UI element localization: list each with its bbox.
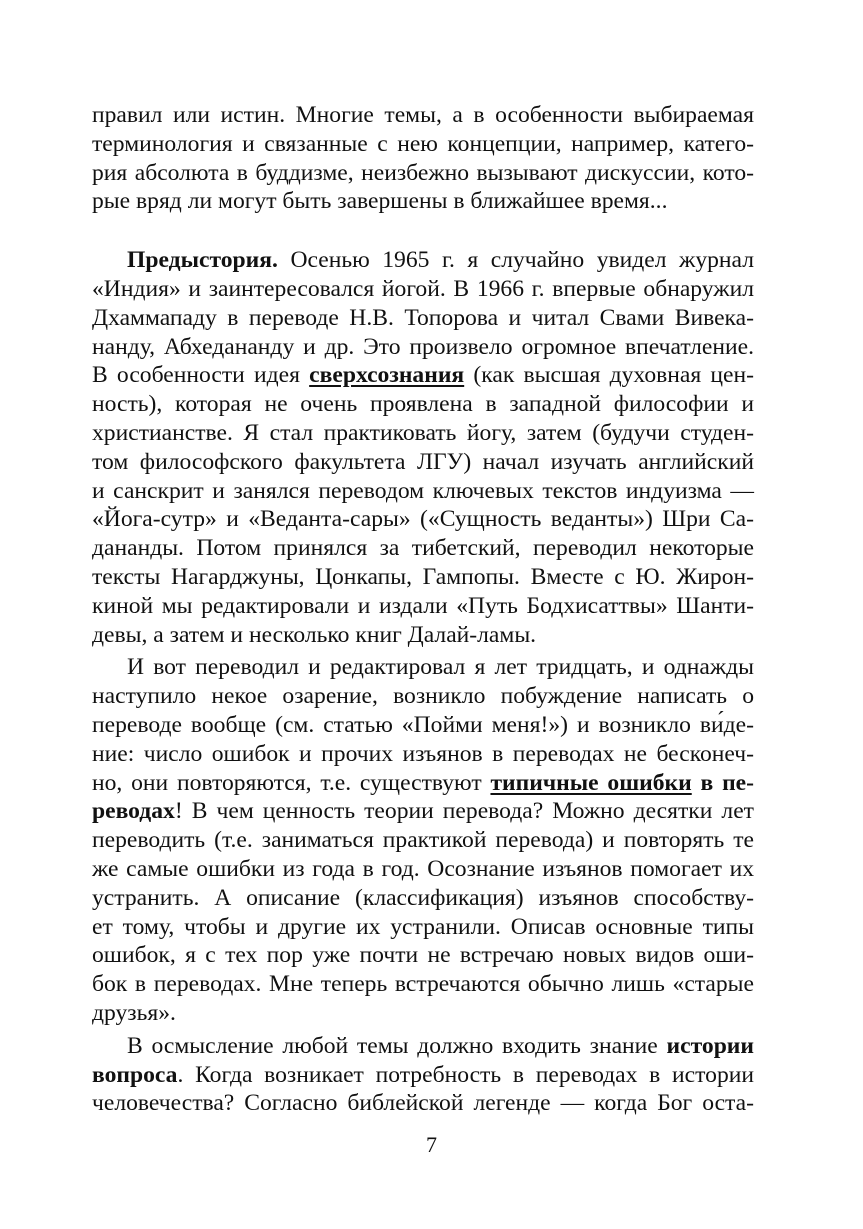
text-line: ет тому, чтобы и другие их устранили. Описав основные типы	[92, 913, 754, 940]
text-line: ошибок, я с тех пор уже почти не встречаю новых видов оши-	[92, 942, 754, 969]
text-line: терминология и связанные с нею концепции, например, катего-	[92, 130, 754, 157]
text-line: Дхаммападу в переводе Н.В. Топорова и читал Свами Вивека-	[92, 304, 754, 331]
text-line: «Йога-сутр» и «Веданта-сары» («Сущность веданты») Шри Са-	[92, 506, 754, 533]
text-line: рые вряд ли могут быть завершены в ближайшее время...	[92, 188, 668, 215]
key-term: сверхсознания	[309, 362, 465, 389]
text-line: друзья».	[92, 999, 176, 1026]
text-line: ние: число ошибок и прочих изъянов в переводах не бесконеч-	[92, 740, 754, 767]
text-line: вопроса. Когда возникает потребность в переводах в истории	[92, 1061, 754, 1088]
text-line: бок в переводах. Мне теперь встречаются обычно лишь «старые	[92, 971, 754, 998]
text-line: наступило некое озарение, возникло побуждение написать о	[92, 683, 754, 710]
text-line: тексты Нагарджуны, Цонкапы, Гампопы. Вместе с Ю. Жирон-	[92, 563, 754, 590]
text-line: В особенности идея сверхсознания (как высшая духовная цен-	[92, 362, 754, 389]
text-line: нанду, Абхедананду и др. Это произвело огромное впечатление.	[92, 333, 754, 360]
text-line: христианстве. Я стал практиковать йогу, затем (будучи студен-	[92, 419, 754, 446]
section-heading: Предыстория.	[127, 247, 278, 274]
text-line: девы, а затем и несколько книг Далай-ламы.	[92, 621, 537, 648]
text-line: устранить. А описание (классификация) изъянов способству-	[92, 884, 754, 911]
text-line: правил или истин. Многие темы, а в особенности выбираемая	[92, 102, 754, 128]
text-line: переводить (т.е. заниматься практикой перевода) и повторять те	[92, 827, 754, 854]
text-line: И вот переводил и редактировал я лет тридцать, и однажды	[127, 654, 754, 681]
paragraph-1	[92, 101, 754, 216]
text-line: ность), которая не очень проявлена в западной философии и	[92, 391, 754, 418]
text-line: реводах! В чем ценность теории перевода? Можно десятки лет	[92, 798, 754, 825]
text-line: но, они повторяются, т.е. существуют типичные ошибки в пе-	[92, 769, 755, 796]
text-line: человечества? Согласно библейской легенде — когда Бог оста-	[92, 1090, 754, 1117]
text-line: и санскрит и занялся переводом ключевых текстов индуизма —	[92, 477, 754, 504]
page-number: 7	[426, 1132, 437, 1157]
key-term: типичные ошибки	[490, 769, 692, 796]
text-line: рия абсолюта в буддизме, неизбежно вызывают дискуссии, кото-	[92, 159, 754, 186]
paragraph-2	[92, 246, 754, 649]
paragraph-4	[92, 1032, 754, 1118]
text-line: киной мы редактировали и издали «Путь Бодхисаттвы» Шанти-	[92, 592, 754, 619]
page-body	[92, 101, 754, 1118]
text-line: Предыстория. Осенью 1965 г. я случайно увидел журнал	[127, 247, 754, 274]
text-line: «Индия» и заинтересовался йогой. В 1966 г. впервые обнаружил	[92, 275, 754, 302]
text-line: том философского факультета ЛГУ) начал изучать английский	[92, 448, 754, 475]
text-line: В осмысление любой темы должно входить знание истории	[127, 1032, 754, 1059]
text-line: дананды. Потом принялся за тибетский, переводил некоторые	[92, 535, 754, 562]
paragraph-3	[92, 653, 754, 1027]
text-line: переводе вообще (см. статью «Пойми меня!») и возникло ви́де-	[92, 711, 754, 738]
text-line: же самые ошибки из года в год. Осознание изъянов помогает их	[92, 855, 754, 882]
